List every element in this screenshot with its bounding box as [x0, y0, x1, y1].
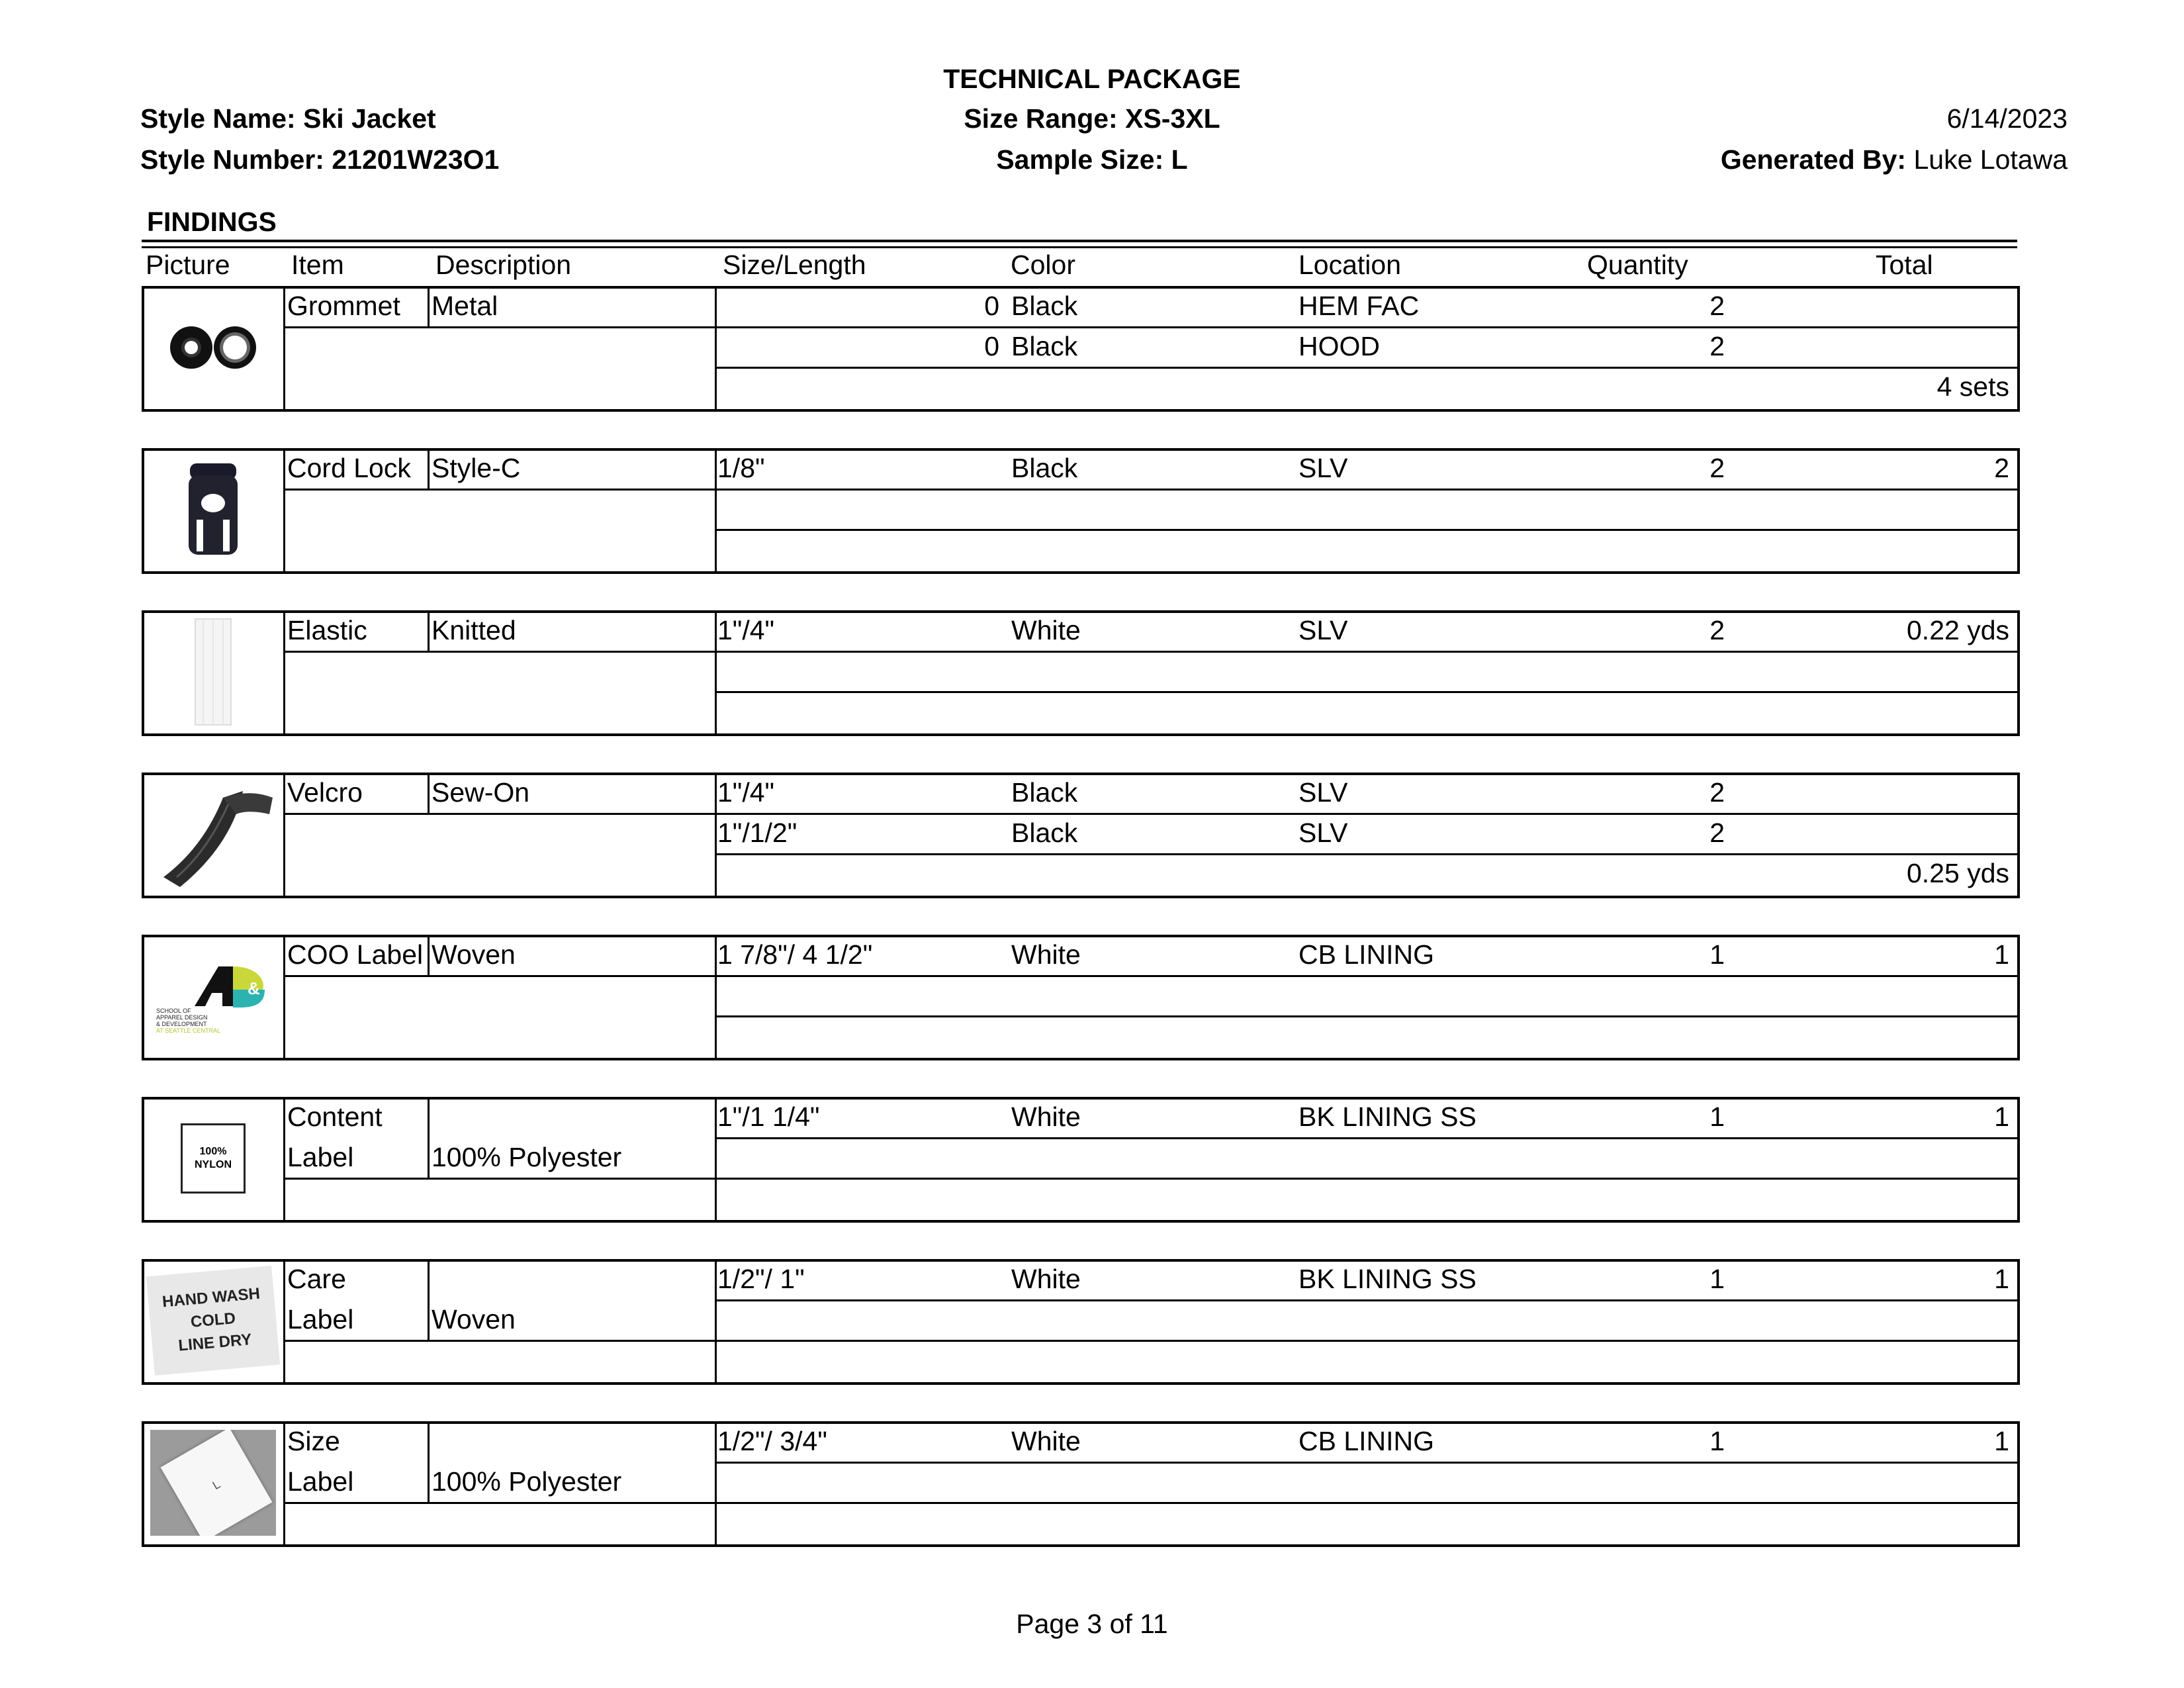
size-length-cell: 1/2"/ 3/4": [717, 1426, 827, 1456]
label-text-line: HAND WASH: [161, 1284, 261, 1311]
care-label-icon: [146, 1266, 280, 1376]
color-cell: White: [1011, 615, 1081, 645]
quantity-cell: 1: [1709, 1426, 1725, 1456]
label-text-line: L: [210, 1477, 223, 1492]
row-divider: [715, 1299, 2017, 1301]
column-header-description: Description: [435, 250, 572, 280]
column-header-item: Item: [291, 250, 344, 280]
total-cell: 1: [1994, 1102, 2009, 1132]
item-name: Content: [287, 1102, 383, 1132]
item-row-divider: [283, 326, 715, 328]
findings-item-block: [142, 610, 2017, 733]
sample-size: Sample Size: L: [996, 144, 1188, 175]
item-name: COO Label: [287, 939, 424, 970]
color-cell: Black: [1011, 777, 1078, 808]
size-length-cell: 1"/1/2": [717, 818, 797, 848]
block-frame: [142, 286, 2020, 412]
column-divider: [283, 1097, 285, 1220]
column-divider: [283, 1421, 285, 1544]
findings-item-block: [142, 1259, 2017, 1382]
size-label-icon: [150, 1430, 276, 1536]
content-label-icon: [181, 1123, 246, 1194]
location-cell: SLV: [1298, 818, 1348, 848]
item-description-divider: [428, 1421, 430, 1502]
location-cell: HEM FAC: [1298, 291, 1420, 321]
quantity-cell: 2: [1709, 818, 1725, 848]
item-row-divider: [283, 489, 715, 491]
size-range: Size Range: XS-3XL: [964, 103, 1220, 134]
location-cell: CB LINING: [1298, 1426, 1435, 1456]
generated-by-label: Generated By:: [1720, 144, 1907, 175]
item-description: Metal: [432, 291, 498, 321]
logo-text-line: SCHOOL OF: [156, 1008, 191, 1014]
grommet-icon: [163, 321, 263, 374]
generated-by: [1721, 143, 2068, 176]
total-cell: 1: [1994, 1426, 2009, 1456]
item-picture: [147, 1264, 279, 1377]
findings-item-block: [142, 1097, 2017, 1220]
findings-item-block: [142, 935, 2017, 1058]
total-cell: 4 sets: [1936, 371, 2009, 402]
location-cell: CB LINING: [1298, 939, 1435, 970]
column-header-location: Location: [1298, 250, 1402, 280]
item-name: Size: [287, 1426, 340, 1456]
total-cell: 0.25 yds: [1907, 858, 2009, 888]
item-description-divider: [428, 1259, 430, 1340]
row-divider: [715, 691, 2017, 693]
item-description: Sew-On: [432, 777, 530, 808]
cord-lock-icon: [177, 457, 250, 563]
block-frame: [142, 935, 2020, 1060]
svg-text:&: &: [248, 978, 260, 998]
color-cell: White: [1011, 1426, 1081, 1456]
color-cell: White: [1011, 1102, 1081, 1132]
item-description-divider: [428, 1097, 430, 1178]
item-picture: [147, 616, 279, 728]
item-description-divider: [428, 773, 430, 813]
item-picture: [147, 453, 279, 566]
color-cell: Black: [1011, 453, 1078, 483]
item-row-divider: [283, 1340, 715, 1342]
item-description-divider: [428, 448, 430, 489]
item-row-divider: [283, 1178, 715, 1180]
style-name: Style Name: Ski Jacket: [140, 103, 436, 134]
findings-item-block: [142, 1421, 2017, 1544]
location-cell: BK LINING SS: [1298, 1264, 1477, 1294]
row-divider: [715, 1340, 2017, 1342]
column-header-total: Total: [1876, 250, 1933, 280]
location-cell: BK LINING SS: [1298, 1102, 1477, 1132]
item-description-divider: [428, 935, 430, 975]
style-number: Style Number: 21201W23O1: [140, 144, 500, 175]
item-description: Knitted: [432, 615, 516, 645]
color-cell: Black: [1011, 291, 1078, 321]
size-length-cell: 0: [984, 291, 999, 321]
page-number: Page 3 of 11: [1016, 1609, 1168, 1639]
column-header-picture: Picture: [146, 250, 230, 280]
column-divider: [283, 448, 285, 571]
label-text-line: NYLON: [195, 1159, 232, 1170]
quantity-cell: 1: [1709, 1102, 1725, 1132]
item-name: Grommet: [287, 291, 400, 321]
column-divider: [715, 1097, 717, 1220]
document-title: TECHNICAL PACKAGE: [943, 64, 1241, 94]
item-description-divider: [428, 610, 430, 651]
logo-text: [147, 1008, 289, 1034]
row-divider: [715, 489, 2017, 491]
logo-text-line: & DEVELOPMENT: [156, 1021, 207, 1027]
block-frame: [142, 1421, 2020, 1547]
size-length-cell: 1 7/8"/ 4 1/2": [717, 939, 873, 970]
column-divider: [715, 773, 717, 896]
findings-item-block: [142, 286, 2017, 409]
row-divider: [715, 1502, 2017, 1504]
location-cell: SLV: [1298, 777, 1348, 808]
item-picture: [147, 1102, 279, 1215]
item-picture: [147, 778, 279, 890]
label-text-line: 100%: [199, 1146, 227, 1157]
size-length-cell: 1/8": [717, 453, 765, 483]
column-divider: [715, 935, 717, 1058]
item-description: 100% Polyester: [432, 1142, 622, 1172]
findings-item-block: [142, 773, 2017, 896]
velcro-icon: [150, 778, 276, 890]
location-cell: SLV: [1298, 453, 1348, 483]
elastic-icon: [190, 616, 236, 728]
item-name: Cord Lock: [287, 453, 411, 483]
block-frame: [142, 610, 2020, 736]
item-name: Elastic: [287, 615, 367, 645]
location-cell: SLV: [1298, 615, 1348, 645]
size-length-cell: 1"/4": [717, 615, 775, 645]
location-cell: HOOD: [1298, 331, 1380, 361]
block-frame: [142, 448, 2020, 574]
column-divider: [715, 448, 717, 571]
quantity-cell: 2: [1709, 615, 1725, 645]
column-header-size-length: Size/Length: [723, 250, 866, 280]
row-divider: [715, 1462, 2017, 1464]
block-frame: [142, 773, 2020, 898]
item-name: Label: [287, 1466, 354, 1497]
section-rule-bottom: [142, 246, 2017, 248]
color-cell: White: [1011, 939, 1081, 970]
findings-item-block: [142, 448, 2017, 571]
item-picture: [147, 940, 279, 1053]
generated-by-name: Luke Lotawa: [1913, 144, 2068, 175]
logo-text-line: AT SEATTLE CENTRAL: [156, 1027, 221, 1034]
column-divider: [283, 610, 285, 733]
logo-text-line: APPAREL DESIGN: [156, 1014, 208, 1021]
item-row-divider: [283, 813, 715, 815]
quantity-cell: 2: [1709, 777, 1725, 808]
item-name: Care: [287, 1264, 346, 1294]
total-cell: 1: [1994, 939, 2009, 970]
column-divider: [283, 773, 285, 896]
quantity-cell: 2: [1709, 453, 1725, 483]
color-cell: Black: [1011, 818, 1078, 848]
item-description: Style-C: [432, 453, 521, 483]
column-divider: [283, 286, 285, 409]
label-text-line: COLD: [189, 1309, 237, 1331]
row-divider: [715, 529, 2017, 531]
school-logo: [147, 953, 279, 1039]
row-divider: [715, 1015, 2017, 1017]
section-title: FINDINGS: [147, 207, 277, 237]
item-name: Label: [287, 1142, 354, 1172]
item-row-divider: [283, 1502, 715, 1504]
total-cell: 2: [1994, 453, 2009, 483]
item-picture: [147, 291, 279, 404]
size-label-tag: [161, 1430, 273, 1536]
size-length-cell: 1"/4": [717, 777, 775, 808]
column-divider: [715, 286, 717, 409]
row-divider: [715, 813, 2017, 815]
row-divider: [715, 975, 2017, 977]
column-divider: [715, 1259, 717, 1382]
color-cell: Black: [1011, 331, 1078, 361]
total-cell: 0.22 yds: [1907, 615, 2009, 645]
document-date: 6/14/2023: [1946, 103, 2068, 134]
item-row-divider: [283, 651, 715, 653]
size-length-cell: 0: [984, 331, 999, 361]
item-row-divider: [283, 975, 715, 977]
color-cell: White: [1011, 1264, 1081, 1294]
item-description: 100% Polyester: [432, 1466, 622, 1497]
section-rule-top: [142, 240, 2017, 242]
column-divider: [715, 610, 717, 733]
item-name: Velcro: [287, 777, 363, 808]
quantity-cell: 2: [1709, 331, 1725, 361]
quantity-cell: 1: [1709, 939, 1725, 970]
row-divider: [715, 1137, 2017, 1139]
row-divider: [715, 1178, 2017, 1180]
item-description: Woven: [432, 939, 516, 970]
size-length-cell: 1"/1 1/4": [717, 1102, 820, 1132]
column-divider: [283, 935, 285, 1058]
quantity-cell: 1: [1709, 1264, 1725, 1294]
item-description-divider: [428, 286, 430, 326]
row-divider: [715, 651, 2017, 653]
quantity-cell: 2: [1709, 291, 1725, 321]
column-divider: [283, 1259, 285, 1382]
block-frame: [142, 1259, 2020, 1385]
item-picture: [147, 1427, 279, 1539]
label-text-line: LINE DRY: [177, 1331, 253, 1355]
total-cell: 1: [1994, 1264, 2009, 1294]
column-divider: [715, 1421, 717, 1544]
size-length-cell: 1/2"/ 1": [717, 1264, 805, 1294]
column-header-quantity: Quantity: [1587, 250, 1688, 280]
item-description: Woven: [432, 1304, 516, 1335]
block-frame: [142, 1097, 2020, 1223]
item-name: Label: [287, 1304, 354, 1335]
column-header-color: Color: [1011, 250, 1075, 280]
